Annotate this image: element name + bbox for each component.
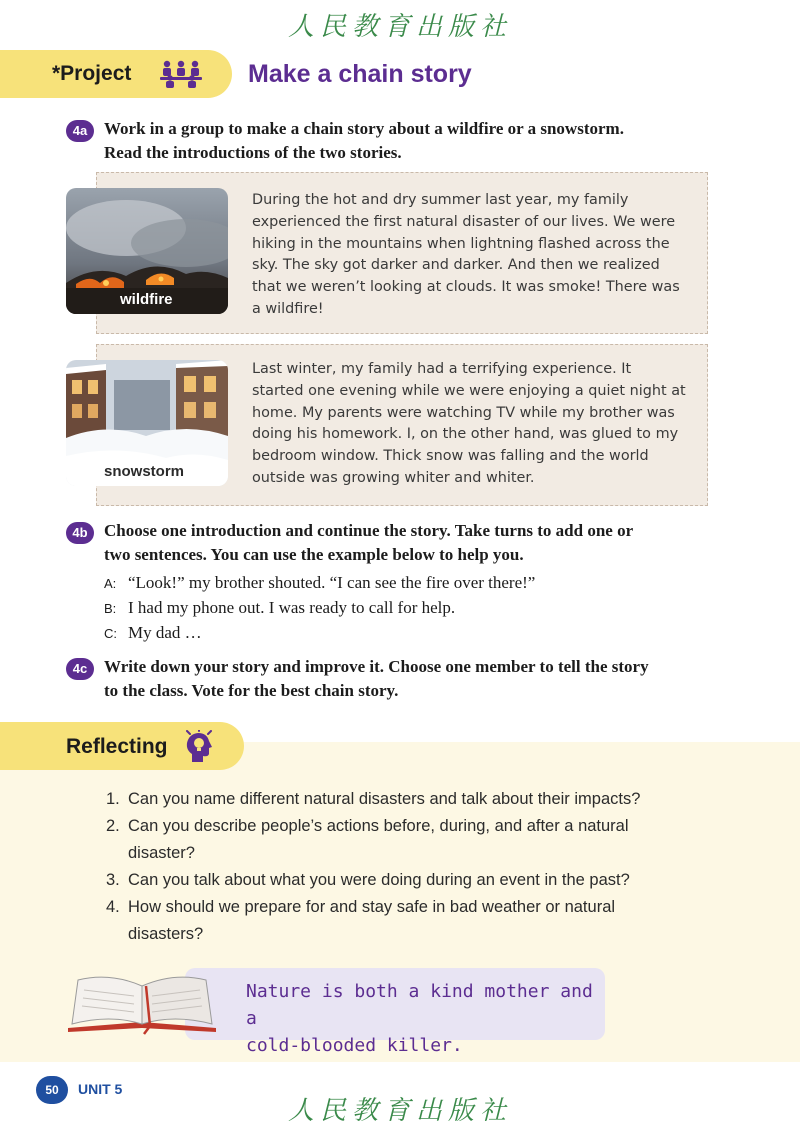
project-title: Make a chain story [248, 60, 472, 88]
list-item: 1. Can you name different natural disasters and talk about their impacts? [106, 790, 641, 808]
publisher-header: 人民教育出版社 [287, 12, 512, 42]
photo-caption-wildfire: wildfire [120, 291, 173, 308]
story-text-wildfire: During the hot and dry summer last year, my family experienced the first natural disaster of our lives. We were hiking in the mountains when lightning flashed across the sky. The sky got darker and darker. And then we realized that we weren’t looking at clouds. It was smoke! There was a wildfire! [252, 192, 680, 317]
snowstorm-photo [66, 360, 228, 486]
story-text-snowstorm: Last winter, my family had a terrifying experience. It started one evening while we were enjoying a quiet night at home. My parents were watching TV while my brother was doing his homework. I, on the other hand, was glued to my bedroom window. Thick snow was falling and the world outside was growing whiter and whiter. [252, 361, 686, 486]
task-4a-instruction: Work in a group to make a chain story about a wildfire or a snowstorm. Read the introductions of the two stories. [104, 119, 624, 162]
page-number: 50 [36, 1076, 68, 1104]
photo-caption-snowstorm: snowstorm [104, 463, 185, 480]
task-badge-4a: 4a [66, 120, 94, 142]
task-badge-4c: 4c [66, 658, 94, 680]
wildfire-photo [66, 188, 228, 314]
task-4b-instruction: Choose one introduction and continue the story. Take turns to add one or two sentences. You can use the example below to help you. [104, 521, 634, 564]
list-item: 3. Can you talk about what you were doing during an event in the past? [106, 871, 630, 889]
task-badge-4b: 4b [66, 522, 94, 544]
reflecting-list [106, 786, 686, 948]
list-item: 4. How should we prepare for and stay safe in bad weather or natural disasters? [106, 898, 616, 943]
reflecting-label: Reflecting [66, 735, 168, 758]
dialog-line-a: A: “Look!” my brother shouted. “I can see the fire over there!” [104, 573, 536, 592]
unit-label: UNIT 5 [78, 1081, 123, 1097]
project-label: *Project [52, 62, 132, 85]
dialog-line-b: B: I had my phone out. I was ready to call for help. [104, 598, 456, 617]
lightbulb-head-icon [184, 730, 216, 764]
task-4c-instruction: Write down your story and improve it. Choose one member to tell the story to the class. Vote for the best chain story. [104, 657, 649, 700]
dialog-line-c: C: My dad … [104, 623, 202, 642]
open-book-icon [64, 966, 220, 1038]
publisher-footer: 人民教育出版社 [287, 1096, 512, 1126]
group-icon [158, 58, 204, 90]
quote-text: Nature is both a kind mother and a cold-blooded killer. [246, 981, 593, 1056]
list-item: 2. Can you describe people’s actions before, during, and after a natural disaster? [106, 817, 629, 862]
